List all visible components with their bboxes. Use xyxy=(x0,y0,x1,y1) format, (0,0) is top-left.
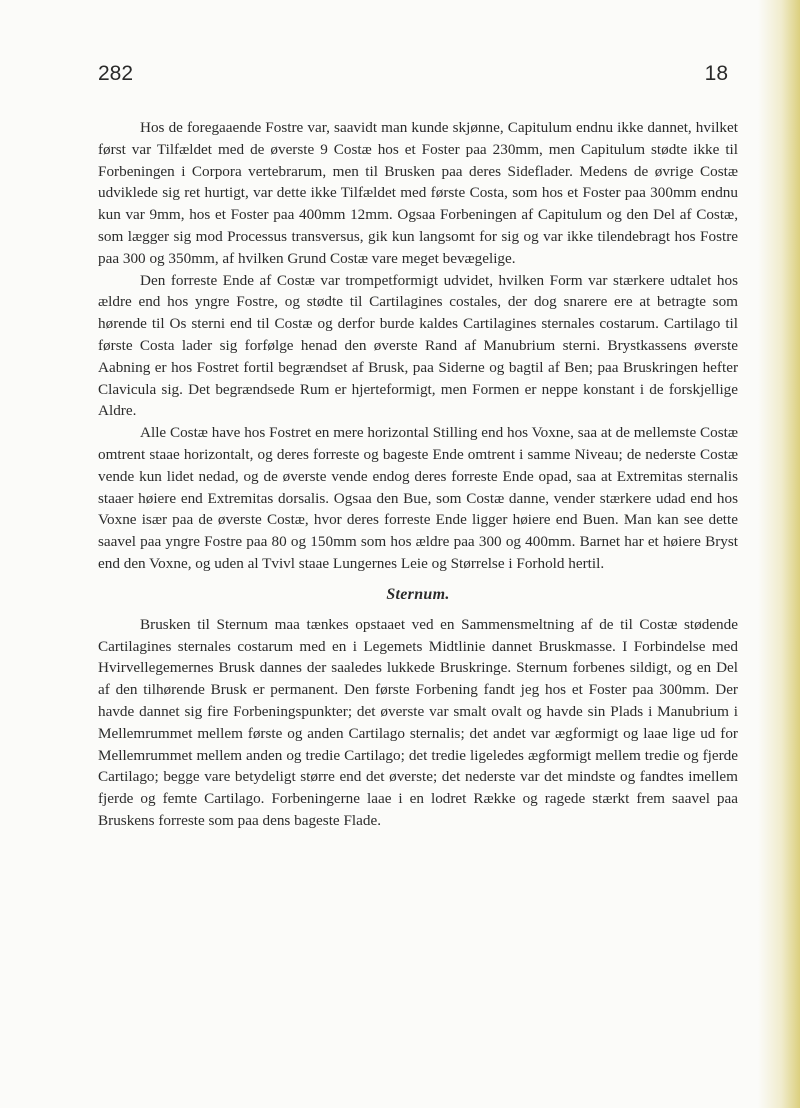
paragraph: Brusken til Sternum maa tænkes opstaaet ved en Sammensmeltning af de til Costæ stødende Cartilagines sternales costarum med en i Legemets Midtlinie dannet Bruskmasse. I Forbindelse med Hvirvellegemernes Brusk dannes der saaledes lukkede Bruskringe. Sternum forbenes sildigt, og en Del af den tilhørende Brusk er permanent. Den første Forbening fandt jeg hos et Foster paa 300mm. Der havde dannet sig fire Forbeningspunkter; det øverste var smalt ovalt og havde sin Plads i Manubrium i Mellemrummet mellem første og anden Cartilago sternalis; det andet var ægformigt og laae lige ud for Mellemrummet mellem anden og tredie Cartilago; det tredie ligeledes ægformigt mellem tredie og fjerde Cartilago; begge vare betydeligt større end det øverste; det nederste var det mindste og fandtes imellem fjerde og femte Cartilago. Forbeningerne laae i en lodret Række og ragede stærkt frem saavel paa Bruskens forreste som paa dens bageste Flade. xyxy=(98,615,738,829)
page-number: 282 xyxy=(98,62,134,85)
page-header xyxy=(98,62,728,88)
paragraph: Hos de foregaaende Fostre var, saavidt man kunde skjønne, Capitulum endnu ikke dannet, hvilket først var Tilfældet med de øverste 9 Costæ hos et Foster paa 230mm, men Capitulum stødte ikke til Forbeningen i Corpora vertebrarum, men til Brusken paa deres Sideflader. Medens de øvrige Costæ udviklede sig ret hurtigt, var dette ikke Tilfældet med første Costa, som hos et Foster paa 300mm endnu kun var 9mm, hos et Foster paa 400mm 12mm. Ogsaa Forbeningen af Capitulum og den Del af Costæ, som lægger sig mod Processus transversus, gik kun langsomt for sig og var ikke tilendebragt hos Fostre paa 300 og 350mm, af hvilken Grund Costæ vare meget bevægelige. xyxy=(98,119,738,267)
paragraph: Den forreste Ende af Costæ var trompetformigt udvidet, hvilken Form var stærkere udtalet hos ældre end hos yngre Fostre, og stødte til Cartilagines costales, der dog snarere ere at betragte som hørende til Os sterni end til Costæ og derfor burde kaldes Cartilagines sternales costarum. Cartilago til første Costa lader sig forfølge henad den øverste Rand af Manubrium sterni. Brystkassens øverste Aabning er hos Fostret fortil begrændset af Brusk, paa Siderne og bagtil af Ben; paa Bruskringen hefter Clavicula sig. Det begrændsede Rum er hjerteformigt, men Formen er neppe konstant i de forskjellige Aldre. xyxy=(98,271,738,420)
body-text xyxy=(98,117,738,832)
signature-mark: 18 xyxy=(704,62,728,85)
paragraph: Alle Costæ have hos Fostret en mere horizontal Stilling end hos Voxne, saa at de mellemste Costæ omtrent staae horizontalt, og deres forreste og bageste Ende omtrent i samme Niveau; de nederste Costæ vende kun lidet nedad, og de øverste vende endog deres forreste Ende opad, saa at Extremitas sternalis staaer høiere end Extremitas dorsalis. Ogsaa den Bue, som Costæ danne, vender stærkere udad end hos Voxne især paa de øverste Costæ, hvor deres forreste Ende ligger høiere end Buen. Man kan see dette saavel paa yngre Fostre paa 80 og 150mm som hos ældre paa 300 og 400mm. Barnet har et høiere Bryst end den Voxne, og uden al Tvivl staae Lungernes Leie og Størrelse i Forhold hertil. xyxy=(98,424,738,572)
page-edge-shadow xyxy=(758,0,800,1108)
section-heading: Sternum. xyxy=(386,585,450,603)
